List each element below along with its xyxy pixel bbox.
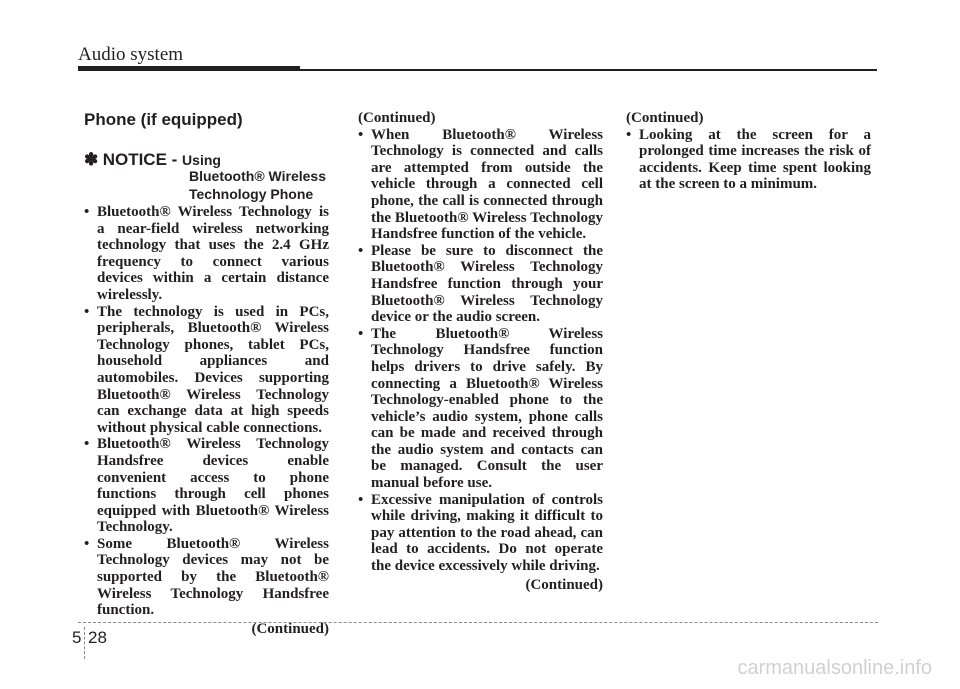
- chapter-number: 5: [72, 628, 82, 647]
- notice-star-icon: ✽: [84, 150, 99, 169]
- bullet-item: • Excessive manipulation of controls while driving, making it difficult to pay attention to the road ahead, can lead to accidents. Do not operate the device excessively while driving.: [358, 492, 603, 575]
- continued-heading: (Continued): [626, 110, 704, 126]
- column-1: [84, 204, 329, 637]
- notice-title-line3: Technology Phone: [189, 186, 314, 202]
- column-3: [626, 110, 871, 193]
- notice-box: [84, 150, 326, 202]
- bullet-item: • Looking at the screen for a prolonged time increases the risk of accidents. Keep time spent looking at the screen to a minimum.: [626, 127, 871, 193]
- notice-title-line1: Using: [182, 152, 221, 168]
- bullet-item: • Some Bluetooth® Wireless Technology devices may not be supported by the Bluetooth® Wireless Technology Handsfree function.: [84, 536, 329, 619]
- continued-label: (Continued): [525, 576, 603, 593]
- page-number-separator: [84, 627, 85, 659]
- page-header-title: Audio system: [78, 44, 184, 65]
- section-title: Phone (if equipped): [84, 110, 243, 129]
- bullet-item: • When Bluetooth® Wireless Technology is connected and calls are attempted from outside the vehicle through a connected cell phone, the call is connected through the Bluetooth® Wireless Technology Handsfree function of the vehicle.: [358, 127, 603, 243]
- bullet-item: • Bluetooth® Wireless Technology is a near-field wireless networking technology that uses the 2.4 GHz frequency to connect various devices within a certain distance wirelessly.: [84, 204, 329, 304]
- footer-divider: [78, 622, 878, 623]
- page-number: 28: [88, 628, 107, 647]
- notice-label: NOTICE -: [102, 150, 183, 169]
- bullet-item: • The Bluetooth® Wireless Technology Handsfree function helps drivers to drive safely. By connecting a Bluetooth® Wireless Technology-enabled phone to the vehicle’s audio system, phone calls can be made and received through the audio system and contacts can be managed. Consult the user manual before use.: [358, 326, 603, 492]
- column-2: [358, 110, 603, 593]
- bullet-item: • Please be sure to disconnect the Bluetooth® Wireless Technology Handsfree function through your Bluetooth® Wireless Technology device or the audio screen.: [358, 243, 603, 326]
- bullet-item: • The technology is used in PCs, peripherals, Bluetooth® Wireless Technology phones, tablet PCs, household appliances and automobiles. Devices supporting Bluetooth® Wireless Technology can exchange data at high speeds without physical cable connections.: [84, 304, 329, 437]
- watermark: carmanualsonline.info: [737, 657, 932, 679]
- continued-heading: (Continued): [358, 110, 436, 126]
- continued-label: (Continued): [251, 620, 329, 637]
- header-rule-thick: [78, 66, 300, 71]
- header-rule-thin: [300, 69, 877, 71]
- bullet-item: • Bluetooth® Wireless Technology Handsfree devices enable convenient access to phone functions through cell phones equipped with Bluetooth® Wireless Technology.: [84, 436, 329, 536]
- notice-title-line2: Bluetooth® Wireless: [189, 168, 326, 184]
